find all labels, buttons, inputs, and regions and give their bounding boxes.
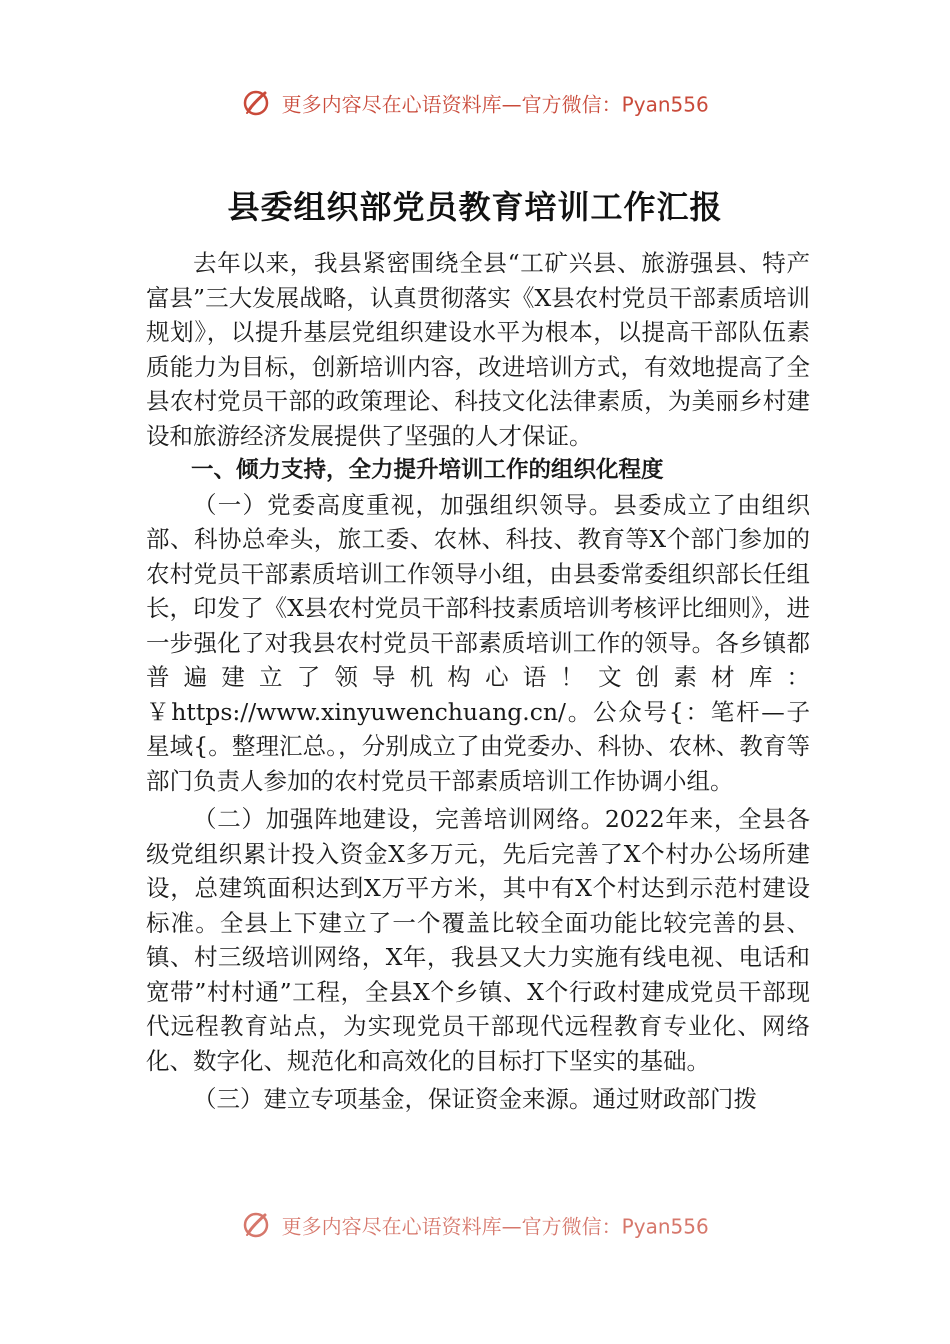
document-title: 县委组织部党员教育培训工作汇报	[227, 188, 723, 226]
brush-logo-icon	[241, 1210, 271, 1240]
watermark-text: 更多内容尽在心语资料库—官方微信：Pyan556	[281, 92, 709, 117]
watermark-footer	[0, 1210, 950, 1240]
intro-paragraph: 去年以来，我县紧密围绕全县“工矿兴县、旅游强县、特产富县”三大发展战略，认真贯彻落实《X县农村党员干部素质培训规划》，以提升基层党组织建设水平为根本，以提高干部队伍素质能力为目标，创新培训内容，改进培训方式，有效地提高了全县农村党员干部的政策理论、科技文化法律素质，为美丽乡村建设和旅游经济发展提供了坚强的人才保证。	[146, 249, 810, 450]
brush-logo-icon	[241, 88, 271, 118]
watermark-text: 更多内容尽在心语资料库—官方微信：Pyan556	[281, 1214, 709, 1239]
section-heading: 一、倾力支持，全力提升培训工作的组织化程度	[191, 457, 664, 483]
subsection-paragraph: （一）党委高度重视，加强组织领导。县委成立了由组织部、科协总牵头，旅工委、农林、科技、教育等X个部门参加的农村党员干部素质培训工作领导小组，由县委常委组织部长任组长，印发了《X县农村党员干部科技素质培训考核评比细则》，进一步强化了对我县农村党员干部素质培训工作的领导。各乡镇都普遍建立了领导机构心语！文创素材库：￥https://www.xinyuwenchuang.cn/。公众号{：笔杆—子星域{。整理汇总。，分别成立了由党委办、科协、农林、教育等部门负责人参加的农村党员干部素质培训工作协调小组。	[146, 490, 810, 795]
subsection-paragraph: （二）加强阵地建设，完善培训网络。2022年来，全县各级党组织累计投入资金X多万元，先后完善了X个村办公场所建设，总建筑面积达到X万平方米，其中有X个村达到示范村建设标准。全县上下建立了一个覆盖比较全面功能比较完善的县、镇、村三级培训网络，X年，我县又大力实施有线电视、电话和宽带”村村通”工程，全县X个乡镇、X个行政村建成党员干部现代远程教育站点，为实现党员干部现代远程教育专业化、网络化、数字化、规范化和高效化的目标打下坚实的基础。	[146, 805, 810, 1075]
subsection-paragraph: （三）建立专项基金，保证资金来源。通过财政部门拨	[193, 1085, 757, 1113]
watermark-header	[0, 88, 950, 118]
document-body	[146, 246, 810, 1117]
